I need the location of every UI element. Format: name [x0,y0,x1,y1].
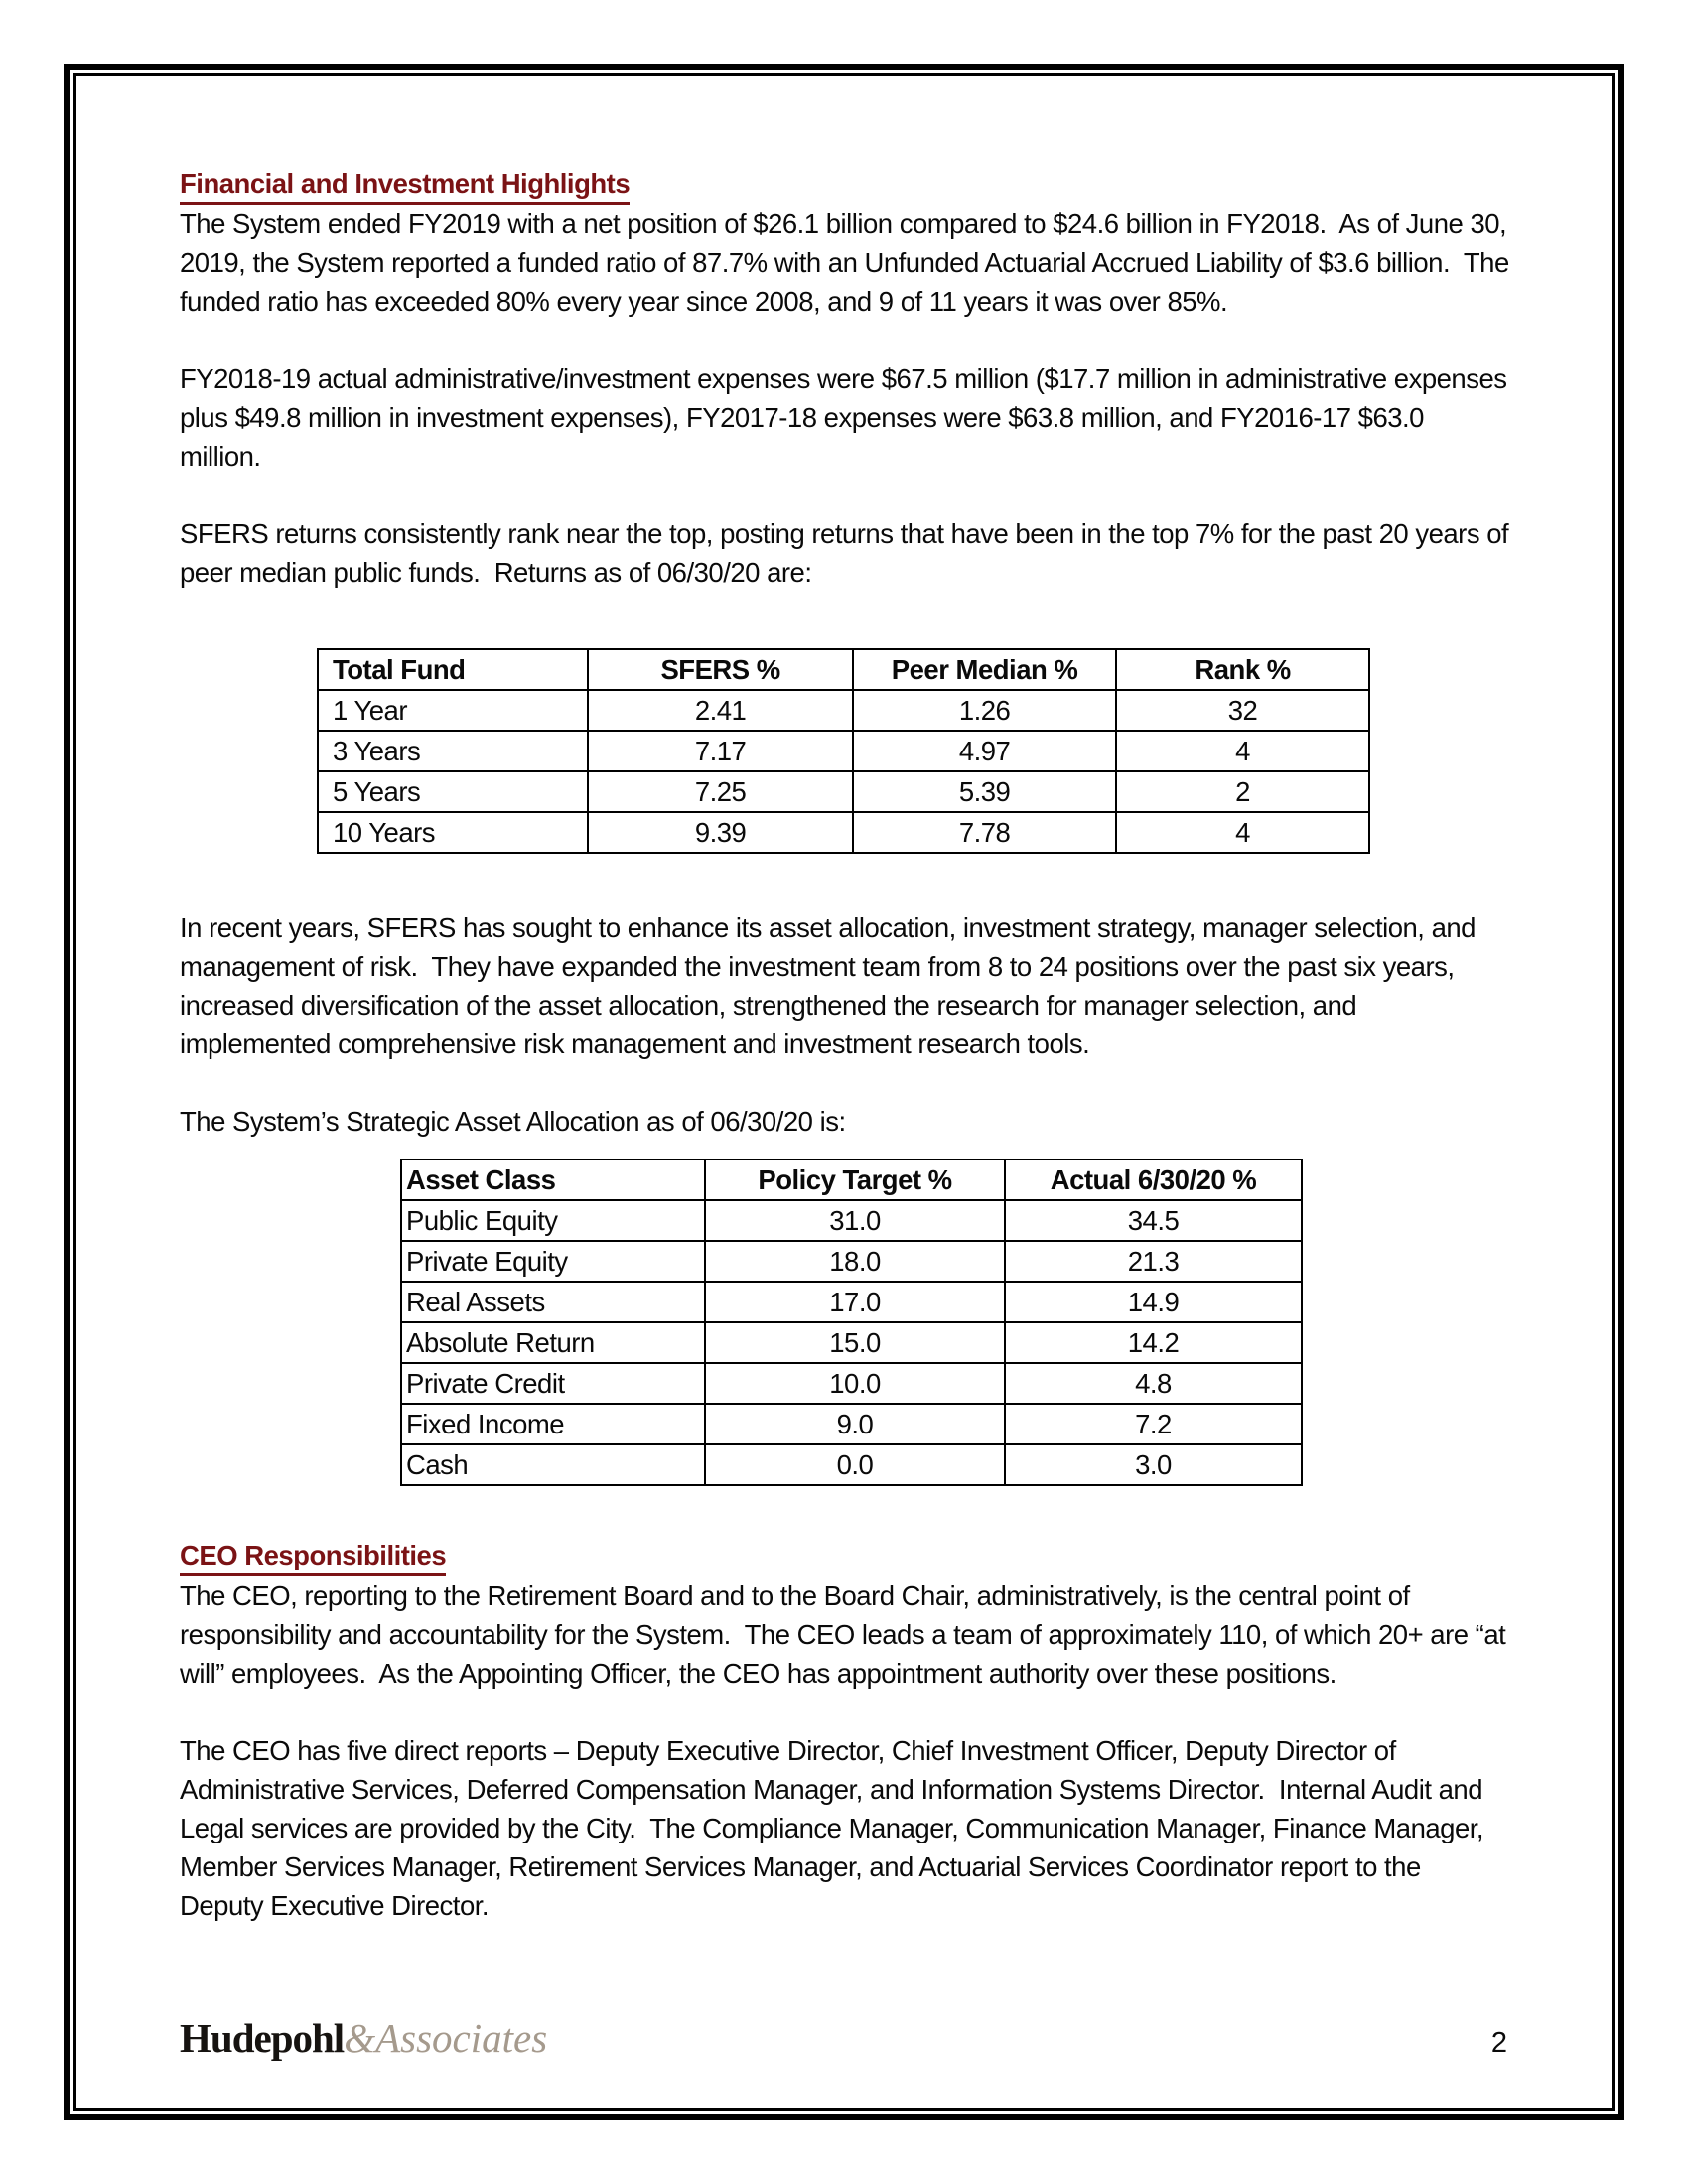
table-row [318,771,1369,812]
returns-table-head [318,649,1369,690]
page-number: 2 [1490,2027,1508,2059]
paragraph-recent-years: In recent years, SFERS has sought to enhance its asset allocation, investment strategy, manager selection, and management of risk. They have expanded the investment team from 8 to 24 positions over the past six years, increased diversification of the asset allocation, strengthened the research for manager selection, and implemented comprehensive risk management and investment research tools. [180,912,1483,1059]
section-heading-financial: Financial and Investment Highlights [180,167,630,205]
section-financial-heading-row [180,164,1510,205]
table-row [401,1322,1302,1363]
allocation-cell: 21.3 [1005,1241,1302,1282]
returns-cell: 5 Years [318,771,588,812]
allocation-cell: 14.9 [1005,1282,1302,1322]
returns-cell: 32 [1116,690,1369,731]
paragraph-allocation-intro: The System’s Strategic Asset Allocation as of 06/30/20 is: [180,1106,846,1137]
paragraph-net-position: The System ended FY2019 with a net position of $26.1 billion compared to $24.6 billion in FY2018. As of June 30, 2019, the System reported a funded ratio of 87.7% with an Unfunded Actuarial Accrued Liability of $3.6 billion. The funded ratio has exceeded 80% every year since 2008, and 9 of 11 years it was over 85%. [180,208,1516,317]
returns-cell: 4 [1116,812,1369,853]
table-row [401,1404,1302,1444]
table-row [318,812,1369,853]
table-row [318,731,1369,771]
returns-table-header-row [318,649,1369,690]
paragraph-expenses: FY2018-19 actual administrative/investment expenses were $67.5 million ($17.7 million in administrative expenses plus $49.8 million in investment expenses), FY2017-18 expenses were $63.8 million, and FY2016-17 $63.0 million. [180,363,1514,472]
allocation-cell: 15.0 [705,1322,1005,1363]
returns-header-peer-median: Peer Median % [853,649,1116,690]
table-row [401,1200,1302,1241]
allocation-header-asset-class: Asset Class [401,1160,705,1200]
page-content [180,164,1516,1925]
returns-cell: 7.17 [588,731,853,771]
paragraph-ceo-reports: The CEO has five direct reports – Deputy Executive Director, Chief Investment Officer, Deputy Director of Administrative Services, Deferred Compensation Manager, and Information Systems Director. Internal Audit and Legal services are provided by the City. The Compliance Manager, Communication Manager, Finance Manager, Member Services Manager, Retirement Services Manager, and Actuarial Services Coordinator report to the Deputy Executive Director. [180,1735,1491,1921]
returns-cell: 7.25 [588,771,853,812]
returns-header-rank: Rank % [1116,649,1369,690]
allocation-cell: 3.0 [1005,1444,1302,1485]
allocation-cell: 18.0 [705,1241,1005,1282]
returns-cell: 5.39 [853,771,1116,812]
section-heading-ceo: CEO Responsibilities [180,1539,446,1576]
allocation-table-body [401,1200,1302,1485]
allocation-cell: Private Credit [401,1363,705,1404]
table-row [401,1282,1302,1322]
section-ceo-heading-row [180,1536,1510,1576]
allocation-cell: 14.2 [1005,1322,1302,1363]
allocation-cell: Real Assets [401,1282,705,1322]
table-row [401,1241,1302,1282]
returns-cell: 3 Years [318,731,588,771]
allocation-cell: Cash [401,1444,705,1485]
logo-associates: &Associates [344,2015,548,2061]
returns-cell: 7.78 [853,812,1116,853]
returns-cell: 10 Years [318,812,588,853]
returns-header-total-fund: Total Fund [318,649,588,690]
returns-cell: 4 [1116,731,1369,771]
allocation-header-policy-target: Policy Target % [705,1160,1005,1200]
returns-cell: 9.39 [588,812,853,853]
allocation-cell: 17.0 [705,1282,1005,1322]
returns-cell: 4.97 [853,731,1116,771]
returns-cell: 2 [1116,771,1369,812]
allocation-cell: 4.8 [1005,1363,1302,1404]
allocation-cell: Public Equity [401,1200,705,1241]
allocation-cell: 10.0 [705,1363,1005,1404]
allocation-table [400,1159,1303,1486]
allocation-cell: 9.0 [705,1404,1005,1444]
allocation-cell: 7.2 [1005,1404,1302,1444]
allocation-cell: 0.0 [705,1444,1005,1485]
table-row [318,690,1369,731]
returns-table-body [318,690,1369,853]
returns-cell: 1 Year [318,690,588,731]
table-row [401,1444,1302,1485]
allocation-cell: 34.5 [1005,1200,1302,1241]
paragraph-returns-intro: SFERS returns consistently rank near the top, posting returns that have been in the top 7% for the past 20 years of peer median public funds. Returns as of 06/30/20 are: [180,518,1516,588]
allocation-table-header-row [401,1160,1302,1200]
returns-cell: 2.41 [588,690,853,731]
returns-header-sfers: SFERS % [588,649,853,690]
logo-hudepohl: Hudepohl [180,2015,345,2061]
allocation-cell: Private Equity [401,1241,705,1282]
footer-logo [180,2013,547,2063]
returns-cell: 1.26 [853,690,1116,731]
table-row [401,1363,1302,1404]
allocation-table-head [401,1160,1302,1200]
allocation-header-actual: Actual 6/30/20 % [1005,1160,1302,1200]
returns-table [317,648,1370,854]
allocation-cell: Absolute Return [401,1322,705,1363]
allocation-cell: 31.0 [705,1200,1005,1241]
paragraph-ceo-role: The CEO, reporting to the Retirement Board and to the Board Chair, administratively, is the central point of responsibility and accountability for the System. The CEO leads a team of approximately 110, of which 20+ are “at will” employees. As the Appointing Officer, the CEO has appointment authority over these positions. [180,1580,1513,1689]
allocation-cell: Fixed Income [401,1404,705,1444]
